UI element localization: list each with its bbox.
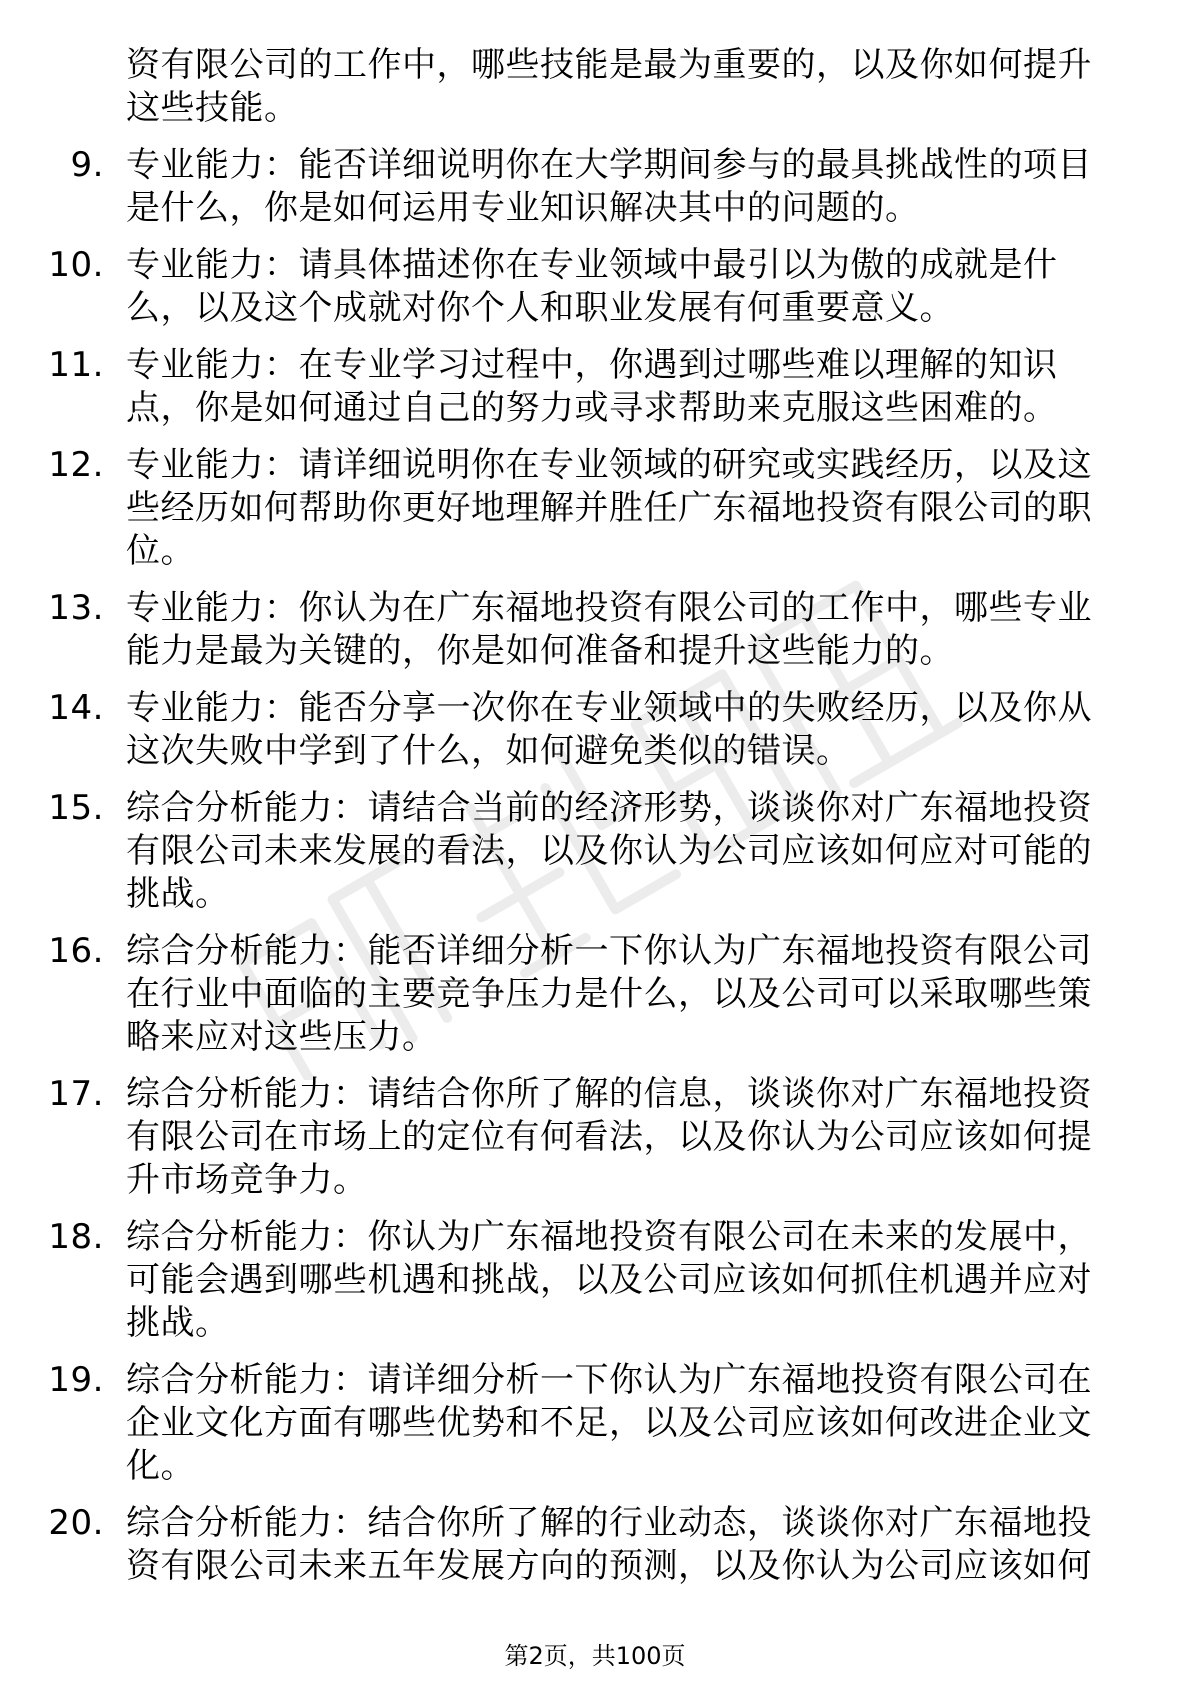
page-number-label: 第2页，共100页 xyxy=(504,1642,686,1670)
question-number: 17. xyxy=(48,1074,104,1114)
question-number: 11. xyxy=(48,345,104,385)
question-text: 专业能力：能否分享一次你在专业领域中的失败经历，以及你从这次失败中学到了什么，如何避免类似的错误。 xyxy=(126,688,1092,771)
list-item xyxy=(0,1073,1116,1202)
page-footer xyxy=(0,1641,1190,1671)
question-text: 综合分析能力：请详细分析一下你认为广东福地投资有限公司在企业文化方面有哪些优势和不足，以及公司应该如何改进企业文化。 xyxy=(126,1360,1092,1486)
question-number: 18. xyxy=(48,1217,104,1257)
question-number: 20. xyxy=(48,1503,104,1543)
list-item xyxy=(0,587,1116,673)
question-number: 15. xyxy=(48,788,104,828)
intro-continuation-text: 资有限公司的工作中，哪些技能是最为重要的，以及你如何提升这些技能。 xyxy=(126,45,1092,128)
list-item xyxy=(0,930,1116,1059)
question-number: 12. xyxy=(48,445,104,485)
page-content xyxy=(0,44,1190,1602)
question-number: 16. xyxy=(48,931,104,971)
question-text: 综合分析能力：请结合你所了解的信息，谈谈你对广东福地投资有限公司在市场上的定位有何看法，以及你认为公司应该如何提升市场竞争力。 xyxy=(126,1074,1092,1200)
question-number: 9. xyxy=(70,145,104,185)
question-list xyxy=(0,144,1190,1588)
list-item xyxy=(0,344,1116,430)
question-text: 专业能力：能否详细说明你在大学期间参与的最具挑战性的项目是什么，你是如何运用专业知识解决其中的问题的。 xyxy=(126,145,1092,228)
question-number: 14. xyxy=(48,688,104,728)
question-number: 19. xyxy=(48,1360,104,1400)
question-text: 专业能力：请详细说明你在专业领域的研究或实践经历，以及这些经历如何帮助你更好地理解并胜任广东福地投资有限公司的职位。 xyxy=(126,445,1092,571)
question-text: 综合分析能力：你认为广东福地投资有限公司在未来的发展中，可能会遇到哪些机遇和挑战，以及公司应该如何抓住机遇并应对挑战。 xyxy=(126,1217,1092,1343)
question-number: 13. xyxy=(48,588,104,628)
question-text: 专业能力：你认为在广东福地投资有限公司的工作中，哪些专业能力是最为关键的，你是如何准备和提升这些能力的。 xyxy=(126,588,1092,671)
list-item xyxy=(0,144,1116,230)
question-number: 10. xyxy=(48,245,104,285)
question-text: 专业能力：在专业学习过程中，你遇到过哪些难以理解的知识点，你是如何通过自己的努力或寻求帮助来克服这些困难的。 xyxy=(126,345,1058,428)
list-item xyxy=(0,687,1116,773)
list-item xyxy=(0,1216,1116,1345)
list-item xyxy=(0,244,1116,330)
list-item xyxy=(0,787,1116,916)
question-text: 综合分析能力：结合你所了解的行业动态，谈谈你对广东福地投资有限公司未来五年发展方向的预测，以及你认为公司应该如何 xyxy=(126,1503,1092,1586)
question-text: 综合分析能力：请结合当前的经济形势，谈谈你对广东福地投资有限公司未来发展的看法，以及你认为公司应该如何应对可能的挑战。 xyxy=(126,788,1092,914)
question-text: 综合分析能力：能否详细分析一下你认为广东福地投资有限公司在行业中面临的主要竞争压力是什么，以及公司可以采取哪些策略来应对这些压力。 xyxy=(126,931,1092,1057)
list-item xyxy=(0,1502,1116,1588)
list-item xyxy=(0,1359,1116,1488)
question-text: 专业能力：请具体描述你在专业领域中最引以为傲的成就是什么，以及这个成就对你个人和职业发展有何重要意义。 xyxy=(126,245,1058,328)
list-item xyxy=(0,444,1116,573)
